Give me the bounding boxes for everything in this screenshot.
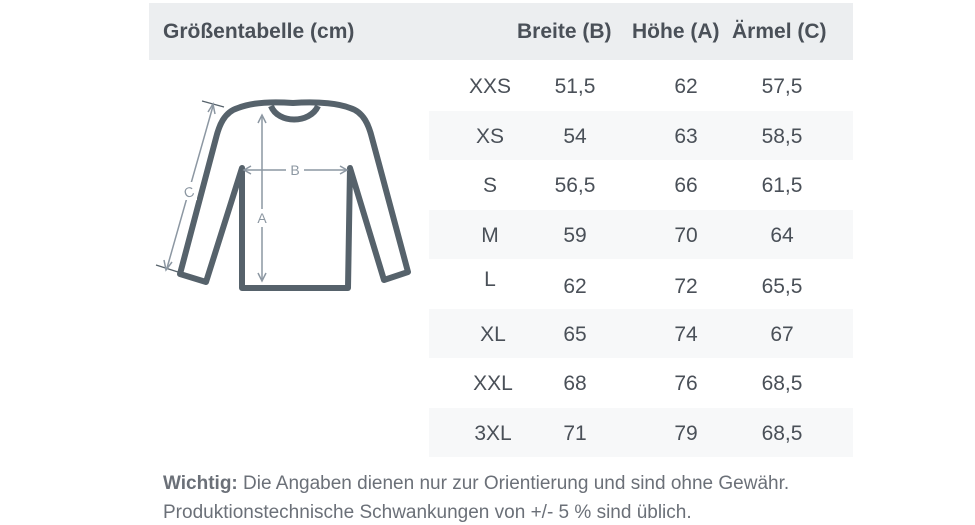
width-cell: 62 — [563, 275, 587, 298]
size-cell: XS — [475, 124, 505, 148]
size-cell: M — [481, 223, 499, 247]
height-cell: 72 — [674, 275, 698, 298]
width-cell: 59 — [563, 223, 587, 247]
sleeve-cell: 64 — [770, 223, 794, 247]
table-row — [429, 61, 853, 111]
collar-line — [271, 106, 318, 120]
size-cell: XXL — [473, 372, 513, 395]
size-cell: XXS — [468, 75, 512, 98]
height-cell: 62 — [674, 75, 698, 98]
table-row — [429, 309, 853, 359]
measure-b-label: B — [290, 162, 300, 178]
sweater-measurement-diagram — [150, 92, 420, 302]
height-cell: 70 — [674, 223, 698, 247]
table-row — [429, 160, 853, 210]
table-header — [149, 3, 853, 60]
disclaimer-note — [163, 469, 863, 525]
sleeve-cell: 58,5 — [761, 124, 803, 148]
width-cell: 51,5 — [554, 75, 596, 98]
height-cell: 66 — [674, 174, 698, 197]
sleeve-cell: 57,5 — [761, 75, 803, 98]
sweater-icon — [150, 92, 420, 302]
disclaimer-line-2: Produktionstechnische Schwankungen von +/- 5 % sind üblich. — [163, 502, 692, 523]
width-cell: 68 — [563, 372, 587, 395]
sleeve-cell: 65,5 — [761, 275, 803, 298]
height-cell: 76 — [674, 372, 698, 395]
table-row — [429, 210, 853, 260]
measure-a-label: A — [257, 210, 267, 226]
table-row — [429, 358, 853, 408]
disclaimer-line-1: Die Angaben dienen nur zur Orientierung und sind ohne Gewähr. — [237, 473, 790, 494]
size-table-body — [429, 61, 853, 457]
column-header-height: Höhe (A) — [632, 20, 720, 43]
sleeve-cell: 68,5 — [761, 421, 803, 445]
height-cell: 74 — [674, 322, 698, 346]
width-cell: 65 — [563, 322, 587, 346]
size-cell: L — [484, 268, 496, 291]
height-cell: 79 — [674, 421, 698, 445]
table-row — [429, 259, 853, 309]
width-cell: 56,5 — [554, 174, 596, 197]
width-cell: 54 — [563, 124, 587, 148]
height-cell: 63 — [674, 124, 698, 148]
measure-c-label: C — [181, 182, 197, 202]
width-cell: 71 — [563, 421, 587, 445]
column-header-width: Breite (B) — [517, 20, 612, 43]
table-row — [429, 111, 853, 161]
table-title: Größentabelle (cm) — [163, 20, 355, 43]
sleeve-cell: 61,5 — [761, 174, 803, 197]
size-cell: XL — [480, 322, 506, 346]
size-cell: 3XL — [474, 421, 512, 445]
sleeve-cell: 68,5 — [761, 372, 803, 395]
column-header-sleeve: Ärmel (C) — [732, 20, 827, 43]
sleeve-cell: 67 — [770, 322, 794, 346]
size-cell: S — [482, 174, 498, 197]
sweater-outline — [180, 102, 408, 288]
table-row — [429, 408, 853, 458]
disclaimer-label: Wichtig: — [163, 473, 238, 494]
